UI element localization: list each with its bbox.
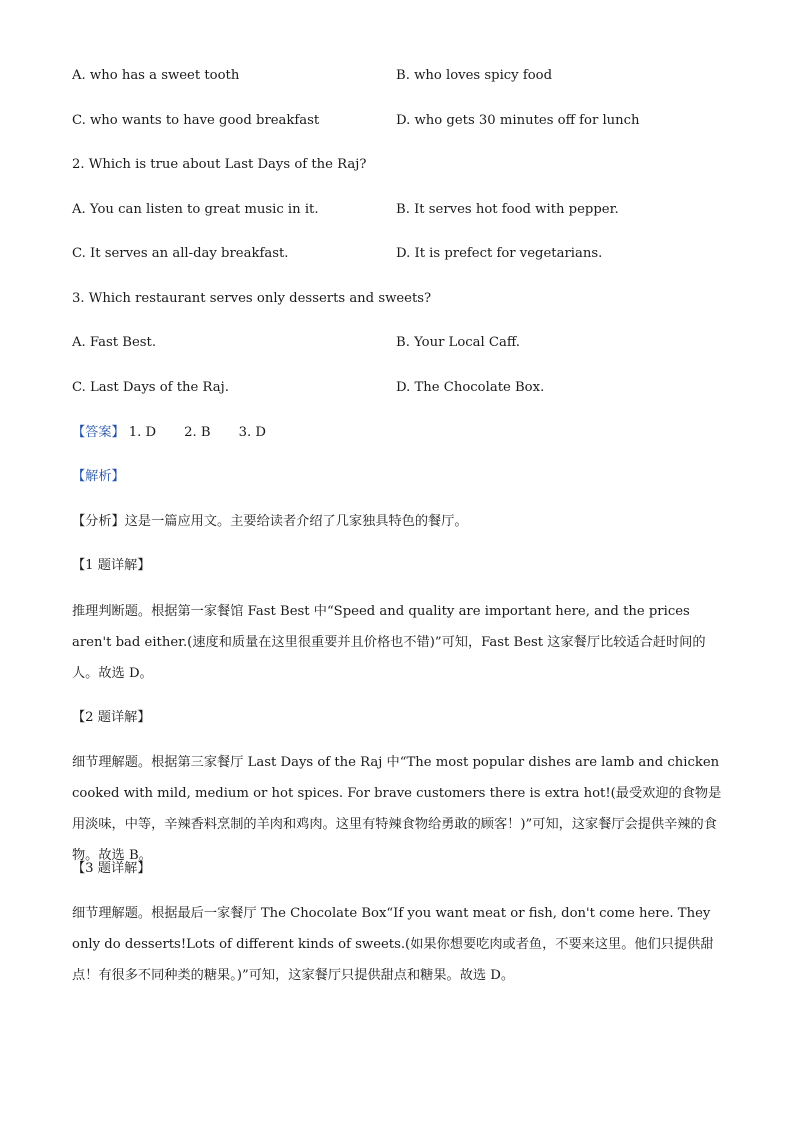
detail-1-text: 推理判断题。根据第一家餐馆 Fast Best 中“Speed and quality are important here, and the prices aren't bad either.(速度和质量在这里很重要并且价格也不错)”可知，Fast Best 这家餐厅比较适合赶时间的人。故选 D。: [72, 604, 706, 681]
q1-option-b: B. who loves spicy food: [396, 68, 553, 83]
answer-line: [72, 423, 266, 443]
answer-2: 2. B: [184, 425, 211, 440]
q3-option-a: A. Fast Best.: [72, 335, 157, 350]
q2-option-c: C. It serves an all-day breakfast.: [72, 246, 289, 261]
answer-label: 【答案】: [72, 425, 125, 440]
detail-2-heading: 【2 题详解】: [72, 710, 151, 725]
overview-label: 【分析】: [72, 514, 125, 529]
q2-stem: 2. Which is true about Last Days of the Raj?: [72, 157, 367, 172]
q1-option-d: D. who gets 30 minutes off for lunch: [396, 113, 640, 128]
q3-option-c: C. Last Days of the Raj.: [72, 380, 229, 395]
overview-text: 这是一篇应用文。主要给读者介绍了几家独具特色的餐厅。: [124, 514, 468, 529]
q3-stem: 3. Which restaurant serves only desserts and sweets?: [72, 291, 432, 306]
answer-1: 1. D: [128, 425, 157, 440]
detail-1-heading: 【1 题详解】: [72, 558, 151, 573]
q2-option-b: B. It serves hot food with pepper.: [396, 202, 619, 217]
q3-option-b: B. Your Local Caff.: [396, 335, 520, 350]
analysis-label: 【解析】: [72, 469, 125, 484]
q3-option-d: D. The Chocolate Box.: [396, 380, 545, 395]
overview-line: [72, 512, 468, 532]
detail-3-text: 细节理解题。根据最后一家餐厅 The Chocolate Box“If you want meat or fish, don't come here. They only do desserts!Lots of different kinds of sweets.(如果你想要吃肉或者鱼，不要来这里。他们只提供甜点！有很多不同种类的糖果。)”可知，这家餐厅只提供甜点和糖果。故选 D。: [72, 906, 714, 983]
q2-option-d: D. It is prefect for vegetarians.: [396, 246, 603, 261]
q1-option-c: C. who wants to have good breakfast: [72, 113, 320, 128]
q2-option-a: A. You can listen to great music in it.: [72, 202, 319, 217]
answer-3: 3. D: [238, 425, 266, 440]
detail-3-heading: 【3 题详解】: [72, 861, 151, 876]
q1-option-a: A. who has a sweet tooth: [72, 68, 240, 83]
detail-2-text: 细节理解题。根据第三家餐厅 Last Days of the Raj 中“The most popular dishes are lamb and chicken cooked with mild, medium or hot spices. For brave customers there is extra hot!(最受欢迎的食物是用淡味，中等，辛辣香料烹制的羊肉和鸡肉。这里有特辣食物给勇敢的顾客！)”可知，这家餐厅会提供辛辣的食物。故选 B。: [72, 755, 722, 863]
